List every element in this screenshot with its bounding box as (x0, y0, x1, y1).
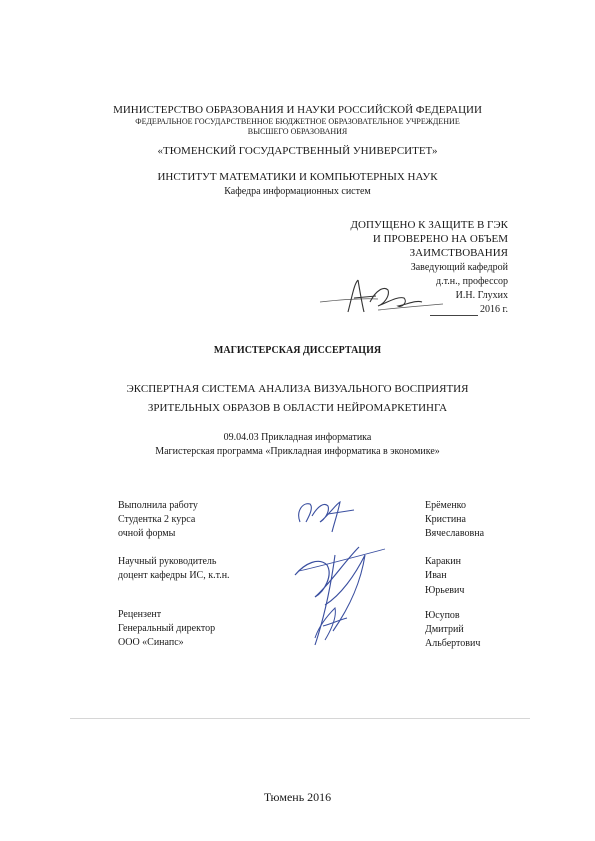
institution-line-2: ВЫСШЕГО ОБРАЗОВАНИЯ (247, 127, 348, 136)
approval-date: 2016 г. (480, 304, 508, 315)
supervisor-name-line-2: Иван (425, 570, 447, 581)
institution-line-1: ФЕДЕРАЛЬНОЕ ГОСУДАРСТВЕННОЕ БЮДЖЕТНОЕ ОБРАЗОВАТЕЛЬНОЕ УЧРЕЖДЕНИЕ (135, 117, 460, 126)
scan-artifact-line (70, 718, 530, 719)
approval-line-2: И ПРОВЕРЕНО НА ОБЪЕМ (372, 233, 508, 245)
student-role-line-1: Выполнила работу (118, 500, 198, 511)
program: Магистерская программа «Прикладная информатика в экономике» (155, 446, 440, 457)
head-of-department-signature (318, 272, 448, 322)
supervisor-name-line-1: Каракин (425, 556, 461, 567)
city-year: Тюмень 2016 (263, 790, 332, 804)
approval-position: Заведующий кафедрой (410, 262, 508, 273)
approval-line-3: ЗАИМСТВОВАНИЯ (409, 247, 508, 259)
student-name-line-3: Вячеславовна (425, 528, 485, 539)
student-role-line-3: очной формы (118, 528, 176, 539)
title-line-1: ЭКСПЕРТНАЯ СИСТЕМА АНАЛИЗА ВИЗУАЛЬНОГО ВОСПРИЯТИЯ (126, 383, 469, 395)
reviewer-role-line-3: ООО «Синапс» (118, 637, 184, 648)
supervisor-role-line-1: Научный руководитель (118, 556, 217, 567)
student-name-line-2: Кристина (425, 514, 466, 525)
reviewer-role-line-2: Генеральный директор (118, 623, 216, 634)
reviewer-role-line-1: Рецензент (118, 609, 162, 620)
specialty: 09.04.03 Прикладная информатика (223, 432, 372, 443)
reviewer-name-line-1: Юсупов (425, 610, 460, 621)
approval-degree: д.т.н., профессор (436, 276, 508, 287)
supervisor-role-line-2: доцент кафедры ИС, к.т.н. (118, 570, 230, 581)
student-name-line-1: Ерёменко (425, 500, 467, 511)
university-name: «ТЮМЕНСКИЙ ГОСУДАРСТВЕННЫЙ УНИВЕРСИТЕТ» (157, 145, 438, 157)
approval-line-1: ДОПУЩЕНО К ЗАЩИТЕ В ГЭК (350, 219, 508, 231)
department-name: Кафедра информационных систем (224, 186, 371, 197)
student-role-line-2: Студентка 2 курса (118, 514, 196, 525)
approval-name: И.Н. Глухих (455, 290, 508, 301)
institute-name: ИНСТИТУТ МАТЕМАТИКИ И КОМПЬЮТЕРНЫХ НАУК (157, 171, 438, 183)
reviewer-name-line-3: Альбертович (425, 638, 481, 649)
document-type: МАГИСТЕРСКАЯ ДИССЕРТАЦИЯ (213, 345, 382, 356)
reviewer-name-line-2: Дмитрий (425, 624, 464, 635)
title-line-2: ЗРИТЕЛЬНЫХ ОБРАЗОВ В ОБЛАСТИ НЕЙРОМАРКЕТИНГА (147, 402, 448, 414)
reviewer-signature (305, 598, 355, 648)
supervisor-name-line-3: Юрьевич (425, 585, 465, 596)
ministry-line: МИНИСТЕРСТВО ОБРАЗОВАНИЯ И НАУКИ РОССИЙСКОЙ ФЕДЕРАЦИИ (113, 104, 482, 116)
student-signature (292, 492, 362, 534)
